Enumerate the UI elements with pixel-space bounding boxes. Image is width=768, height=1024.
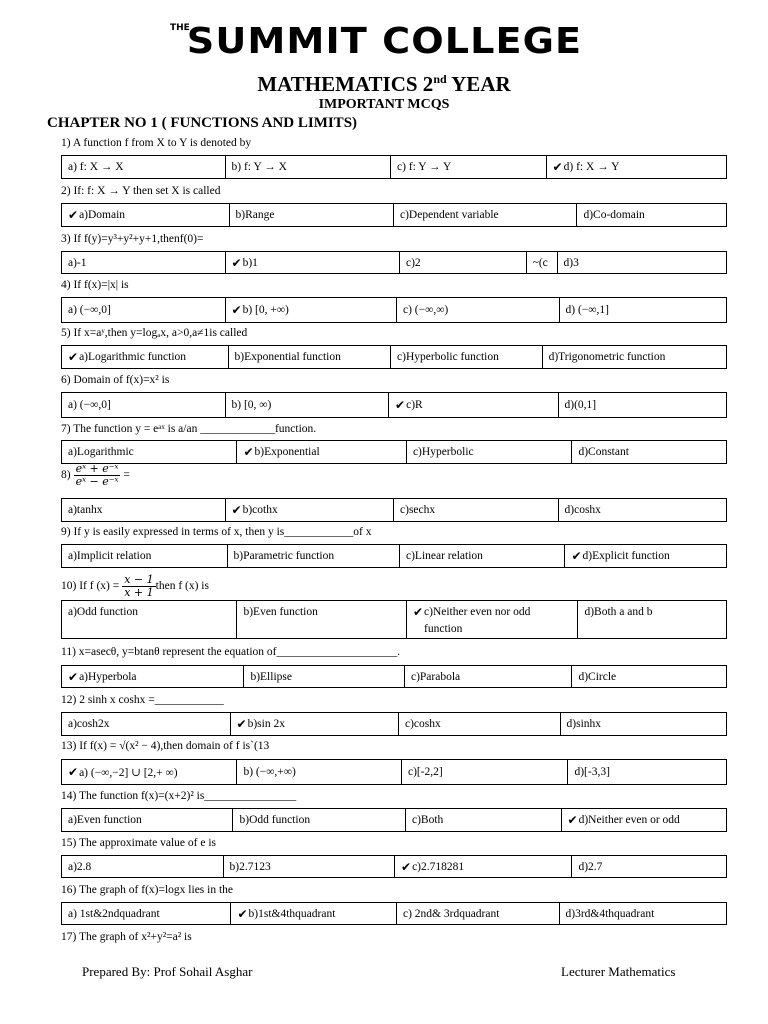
option-label: d)3rd&4thquadrant [565,907,655,920]
option-label: b) (−∞,+∞) [243,766,296,778]
option-c[interactable] [396,903,559,924]
option-label: c)R [406,399,423,411]
check-mark-icon: ✔ [395,398,406,412]
question-4 [61,279,129,291]
option-d[interactable] [577,601,726,638]
option-label: d)(0,1] [564,399,597,411]
option-label: d)Co-domain [583,209,645,221]
option-c[interactable] [393,499,558,521]
chapter-heading: CHAPTER NO 1 ( FUNCTIONS AND LIMITS) [47,115,358,131]
question-text: 17) The graph of x²+y²=a² is [61,931,192,943]
option-b[interactable] [232,809,404,831]
check-mark-icon: ✔ [68,669,79,684]
question-text: 4) If f(x)=|x| is [61,279,129,291]
option-c[interactable] [390,156,546,178]
option-a[interactable] [62,346,228,368]
check-mark-icon: ✔ [552,160,563,174]
option-label: a)cosh2x [68,718,110,730]
option-c[interactable] [404,666,572,687]
option-label: c) f: Y → Y [397,161,452,173]
question-5 [61,327,247,339]
fraction-numerator: x − 1 [124,573,154,586]
question-2 [61,185,220,197]
option-b[interactable] [236,601,405,638]
option-c[interactable] [394,856,571,877]
option-label: a)Domain [79,209,126,221]
option-label: c)coshx [405,718,441,730]
option-label: d)Explicit function [582,550,670,562]
option-label: b)Range [235,209,275,221]
option-b[interactable] [229,204,394,226]
option-b[interactable] [225,298,396,322]
question-text: 1) A function f from X to Y is denoted by [61,137,252,149]
option-d[interactable] [546,156,726,178]
option-label: a) (−∞,0] [68,399,111,411]
question-text: 8) [61,469,71,482]
option-label: a)-1 [68,256,87,269]
option-label: a)Logarithmic function [79,351,187,363]
option-a[interactable] [62,713,230,735]
option-b[interactable] [230,713,399,735]
option-c[interactable] [401,760,568,784]
option-label: c)[-2,2] [407,766,443,778]
option-b[interactable] [225,156,391,178]
check-mark-icon: ✔ [68,208,79,222]
question-14 [61,790,296,802]
option-b[interactable] [225,252,399,273]
option-d[interactable] [571,441,726,463]
fraction-denominator: eˣ − e⁻ˣ [75,475,119,488]
fraction-denominator: x + 1 [124,586,154,599]
question-16 [61,884,233,896]
option-e[interactable] [557,252,726,273]
option-label: ~(c [532,256,548,269]
option-label: c)Neither even nor odd function [424,606,531,635]
option-b[interactable] [230,903,396,924]
option-b[interactable] [223,856,394,877]
question-17 [61,931,192,943]
option-label: c) 2nd& 3rdquadrant [402,907,500,920]
option-d[interactable] [571,666,726,687]
option-label: b)1st&4thquadrant [248,907,336,920]
option-c[interactable] [399,252,526,273]
question-13 [61,740,269,752]
option-a[interactable] [62,441,236,463]
check-mark-icon: ✔ [231,503,242,517]
option-d[interactable] [558,499,727,521]
option-label: b)Exponential function [234,351,341,363]
option-label: c)Linear relation [405,550,483,562]
fraction [74,463,121,488]
option-c[interactable] [388,393,557,417]
options-row-13 [61,759,727,785]
option-label: c)2.718281 [412,860,465,873]
question-text: 11) x=asecθ, y=btanθ represent the equation of_____________________. [61,646,401,658]
question-9 [61,526,371,538]
option-label: a) 1st&2ndquadrant [68,907,160,920]
footer-designation: Lecturer Mathematics [561,964,676,979]
check-mark-icon: ✔ [231,255,242,270]
option-a[interactable] [62,545,227,567]
option-a[interactable] [62,298,225,322]
question-text: 14) The function f(x)=(x+2)² is________________ [61,790,297,802]
question-text: 5) If x=aʸ,then y=logₐx, a>0,a≠1is called [61,327,248,339]
option-label: b)Parametric function [233,550,335,562]
option-label: a)Even function [68,814,142,826]
option-c[interactable] [393,204,576,226]
option-b[interactable] [227,545,399,567]
option-label: d)coshx [564,504,601,516]
check-mark-icon: ✔ [237,906,248,921]
check-mark-icon: ✔ [243,445,254,459]
option-label: b)sin 2x [247,718,285,730]
option-label: c)sechx [400,504,436,516]
question-11 [61,646,400,658]
option-label: a) (−∞,0] [68,304,111,316]
option-label: b)1 [242,256,258,269]
option-label: d)[-3,3] [574,766,610,778]
option-d[interactable] [571,856,726,877]
option-c[interactable] [406,441,572,463]
option-label: d)Constant [578,446,629,458]
option-a[interactable] [62,760,236,784]
options-row-2 [61,203,727,227]
option-d[interactable] [559,903,727,924]
option-label: b)Exponential [254,446,320,458]
option-c[interactable] [396,298,559,322]
question-10 [61,574,209,599]
option-c[interactable] [398,713,560,735]
question-text: 13) If f(x) = √(x² − 4),then domain of f is`(13 [61,740,270,752]
options-row-15 [61,855,727,878]
options-row-5 [61,345,727,369]
option-b[interactable] [225,393,389,417]
question-text: 12) 2 sinh x coshx =____________ [61,694,224,706]
option-label: c) (−∞,∞) [403,304,449,316]
option-label: c)Hyperbolic [412,446,474,458]
check-mark-icon: ✔ [401,859,412,874]
question-text: 15) The approximate value of e is [61,837,216,849]
check-mark-icon: ✔ [571,549,582,563]
option-c[interactable] [399,545,565,567]
option-a[interactable] [62,601,236,638]
question-text: 3) If f(y)=y³+y²+y+1,thenf(0)= [61,233,204,245]
option-b[interactable] [225,499,394,521]
option-a[interactable] [62,499,225,521]
question-text: 16) The graph of f(x)=logx lies in the [61,884,234,896]
option-label: c)Parabola [410,670,461,683]
option-label: a)2.8 [68,860,92,873]
option-label: b)Even function [243,606,318,618]
fraction-numerator: eˣ + e⁻ˣ [75,462,119,475]
option-label: a) (−∞,−2] ∪ [2,+ ∞) [79,767,178,779]
question-7 [61,423,316,435]
option-label: b) f: Y → X [231,161,287,173]
option-label: b) [0, ∞) [231,399,272,411]
question-text: 10) If f (x) = [61,580,120,593]
option-label: c)Dependent variable [400,209,499,221]
option-a[interactable] [62,856,223,877]
question-tail: = [120,469,130,482]
options-row-8 [61,498,727,522]
option-c[interactable] [390,346,542,368]
question-3 [61,233,203,245]
option-d[interactable] [561,809,727,831]
option-label: b)Odd function [239,814,311,826]
option-label: a)Hyperbola [79,670,137,683]
question-tail: then f (x) is [155,580,209,593]
option-label: a)Logarithmic [68,446,134,458]
check-mark-icon: ✔ [68,765,79,779]
check-mark-icon: ✔ [567,813,578,827]
option-label: c)Both [411,814,444,826]
footer-author: Prepared By: Prof Sohail Asghar [82,964,253,979]
question-text: 6) Domain of f(x)=x² is [61,374,170,386]
option-label: a)Implicit relation [68,550,152,562]
options-row-1 [61,155,727,179]
option-b[interactable] [236,441,405,463]
option-label: d)3 [563,256,579,269]
question-6 [61,374,169,386]
option-d[interactable] [560,713,727,735]
option-label: b)Ellipse [250,670,292,683]
option-label: c)Hyperbolic function [397,351,499,363]
option-b[interactable] [243,666,404,687]
options-row-14 [61,808,727,832]
options-row-16 [61,902,727,925]
option-a[interactable] [62,903,230,924]
options-row-11 [61,665,727,688]
question-text: 9) If y is easily expressed in terms of x, then y is____________of x [61,526,372,538]
logo-college-name: SUMMIT COLLEGE [186,21,582,62]
option-d[interactable] [564,545,726,567]
option-d[interactable] [542,346,726,368]
option-b[interactable] [228,346,391,368]
option-a[interactable] [62,393,225,417]
check-mark-icon: ✔ [231,303,242,317]
option-d[interactable] [559,298,727,322]
option-label: a)Odd function [68,606,138,618]
option-c[interactable] [405,809,561,831]
question-1 [61,137,251,149]
options-row-12 [61,712,727,736]
options-row-7 [61,440,727,464]
option-d[interactable] [567,760,726,784]
question-text: 7) The function y = eᵃˣ is a/an _____________function. [61,423,317,435]
options-row-4 [61,297,727,323]
options-row-9 [61,544,727,568]
option-a[interactable] [62,809,232,831]
option-label: c)2 [405,256,421,269]
option-a[interactable] [62,666,243,687]
option-label: d) f: X → Y [563,161,620,173]
option-label: d) (−∞,1] [565,304,609,316]
option-label: a) f: X → X [68,161,124,173]
question-15 [61,837,216,849]
options-row-3 [61,251,727,274]
check-mark-icon: ✔ [68,350,79,364]
option-d[interactable] [558,393,727,417]
option-d[interactable] [526,252,557,273]
option-a[interactable] [62,156,225,178]
option-label: d)sinhx [566,718,602,730]
option-d[interactable] [576,204,726,226]
fraction [122,574,155,599]
option-label: b)cothx [242,504,278,516]
option-a[interactable] [62,204,229,226]
options-row-10 [61,600,727,639]
question-12 [61,694,224,706]
option-label: d)2.7 [578,860,603,873]
check-mark-icon: ✔ [236,717,247,731]
question-text: 2) If: f: X → Y then set X is called [61,185,221,197]
page-title: MATHEMATICS 2nd YEAR [257,72,511,96]
option-label: a)tanhx [68,504,103,516]
option-label: b)2.7123 [229,860,271,873]
question-8 [61,463,130,488]
option-label: b) [0, +∞) [242,304,289,316]
college-logo [0,18,768,66]
logo-the: THE [170,23,190,33]
options-row-6 [61,392,727,418]
option-label: d)Trigonometric function [548,351,666,363]
check-mark-icon: ✔ [412,605,424,619]
option-c[interactable] [406,601,577,638]
option-label: d)Neither even or odd [578,814,680,826]
option-b[interactable] [236,760,401,784]
page-subtitle: IMPORTANT MCQS [318,97,450,112]
option-a[interactable] [62,252,225,273]
option-label: d)Both a and b [584,606,653,618]
option-label: d)Circle [578,670,617,683]
